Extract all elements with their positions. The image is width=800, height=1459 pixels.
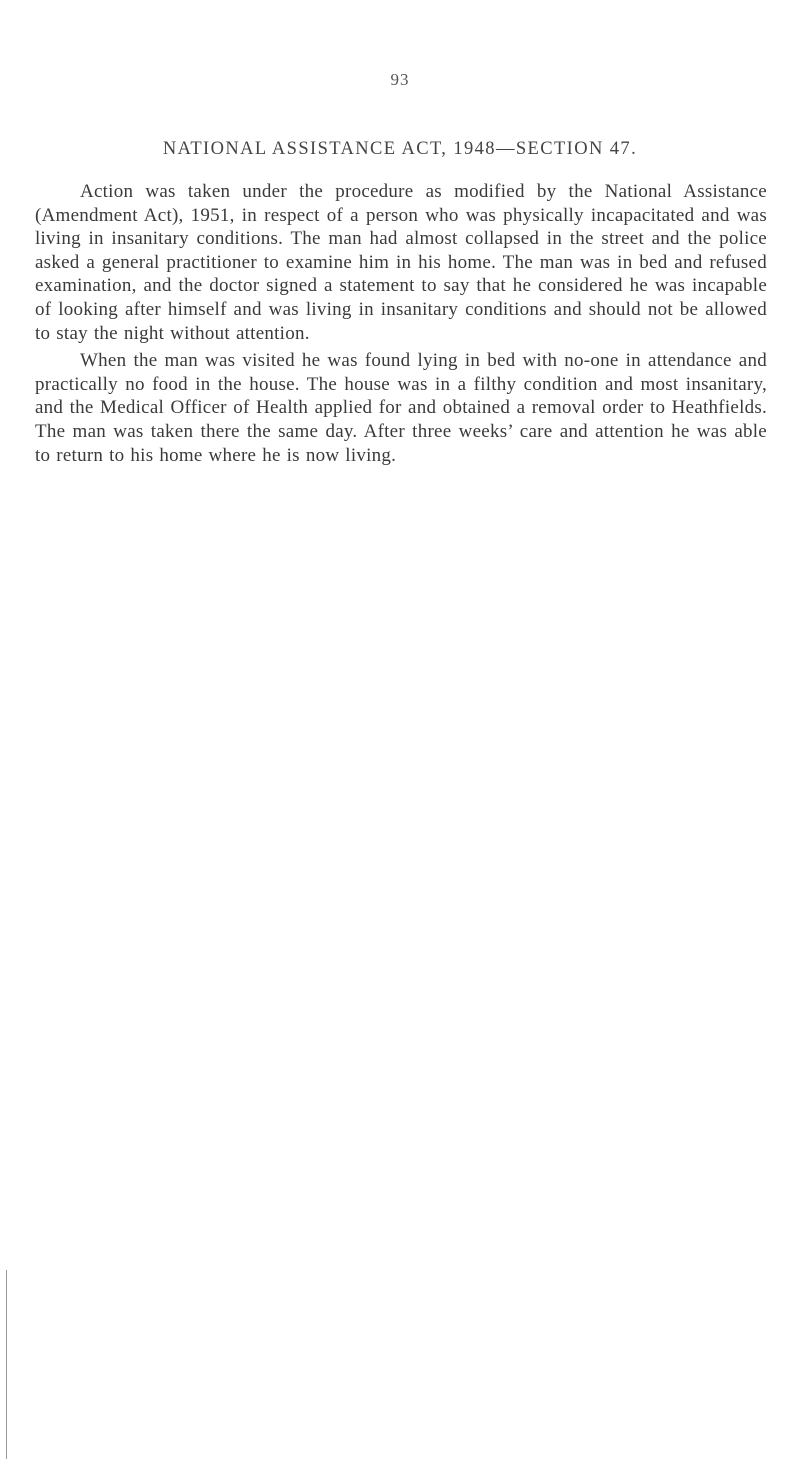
paragraph-2: When the man was visited he was found lying in bed with no-one in attendance and practically no food in the house. The house was in a filthy condition and most insanitary, and the Medical Officer of Health applied for and obtained a removal order to Heathfields. The man was taken there the same day. After three weeks’ care and attention he was able to return to his home where he is now living. xyxy=(35,350,767,466)
body-text xyxy=(35,180,767,467)
page-number: 93 xyxy=(390,70,410,89)
paragraph-1: Action was taken under the procedure as modified by the National Assistance (Amendment Act), 1951, in respect of a person who was physically incapacitated and was living in insanitary conditions. The man had almost collapsed in the street and the police asked a general practitioner to examine him in his home. The man was in bed and refused examination, and the doctor signed a statement to say that he considered he was incapable of looking after himself and was living in insanitary conditions and should not be allowed to stay the night without attention. xyxy=(35,181,767,344)
section-heading: NATIONAL ASSISTANCE ACT, 1948—SECTION 47. xyxy=(162,139,638,159)
page-edge-line xyxy=(6,1270,7,1459)
